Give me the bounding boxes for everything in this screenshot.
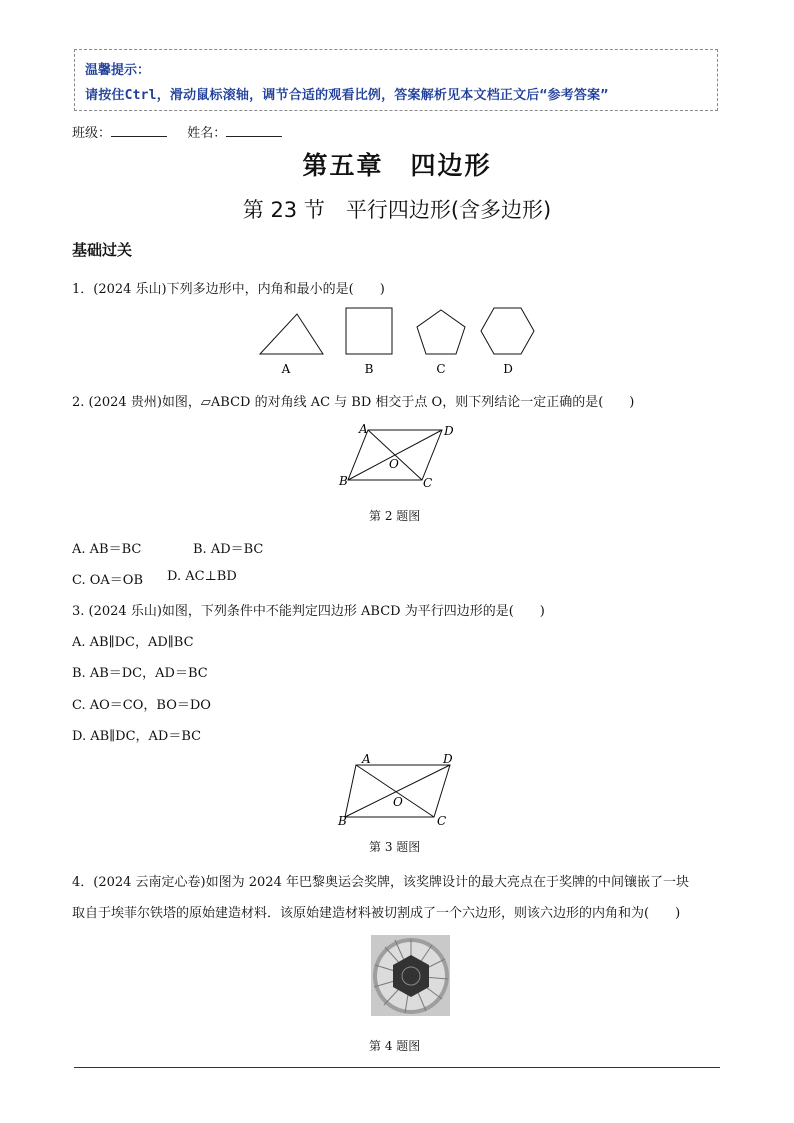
label-c: C xyxy=(423,476,433,490)
label-a: A xyxy=(359,422,368,436)
tip-box xyxy=(74,49,718,111)
student-info xyxy=(72,122,282,141)
q2-option-c: C. OA＝OB xyxy=(72,573,144,588)
q4-text-line1: 4．(2024 云南定心卷)如图为 2024 年巴黎奥运会奖牌，该奖牌设计的最大亮点在于奖牌的中间镶嵌了一块 xyxy=(72,875,689,890)
label-d: D xyxy=(444,424,454,438)
q2-option-d: D. AC⊥BD xyxy=(167,569,237,584)
label-c: C xyxy=(437,814,447,828)
q3-figure xyxy=(330,748,470,830)
q2-caption: 第 2 题图 xyxy=(369,509,421,523)
q3-text: 3. (2024 乐山)如图，下列条件中不能判定四边形 ABCD 为平行四边形的是( ) xyxy=(72,604,545,619)
q3-option-d: D. AB∥DC，AD＝BC xyxy=(72,729,202,744)
medal-drawing xyxy=(371,935,450,1016)
label-o: O xyxy=(393,795,403,809)
q2-option-a: A. AB＝BC xyxy=(72,542,142,557)
label-a: A xyxy=(362,752,371,766)
triangle-shape xyxy=(260,314,323,354)
q2-text: 2. (2024 贵州)如图，▱ABCD 的对角线 AC 与 BD 相交于点 O，则下列结论一定正确的是( ) xyxy=(72,395,635,410)
name-label: 姓名： xyxy=(187,126,227,141)
label-d: D xyxy=(443,752,453,766)
class-blank xyxy=(111,124,167,137)
q1-option-b: B xyxy=(364,362,374,376)
chapter-title: 第五章 四边形 xyxy=(302,151,492,180)
tip-text: 请按住Ctrl，滑动鼠标滚轴，调节合适的观看比例，答案解析见本文档正文后“参考答案” xyxy=(85,88,609,103)
q1-option-d: D xyxy=(503,362,513,376)
section-heading: 基础过关 xyxy=(72,241,133,259)
q1-option-a: A xyxy=(281,362,291,376)
square-shape xyxy=(346,308,392,354)
olympic-medal-photo xyxy=(371,935,450,1016)
q4-text-line2: 取自于埃菲尔铁塔的原始建造材料．该原始建造材料被切割成了一个六边形，则该六边形的内角和为( ) xyxy=(72,906,681,921)
diagonal-ac xyxy=(356,765,434,817)
footer-divider xyxy=(74,1067,720,1068)
q1-option-c: C xyxy=(436,362,446,376)
q1-figure xyxy=(250,300,550,380)
diagonal-bd xyxy=(348,430,442,480)
q2-figure xyxy=(330,418,470,498)
q2-option-b: B. AD＝BC xyxy=(193,542,264,557)
tip-title: 温馨提示： xyxy=(85,63,151,78)
label-b: B xyxy=(339,474,348,488)
q3-caption: 第 3 题图 xyxy=(369,840,421,854)
q3-option-a: A. AB∥DC，AD∥BC xyxy=(72,635,194,650)
name-blank xyxy=(226,124,282,137)
class-label: 班级： xyxy=(72,126,112,141)
section-title: 第 23 节 平行四边形(含多边形) xyxy=(242,198,552,222)
q1-text: 1．(2024 乐山)下列多边形中，内角和最小的是( ) xyxy=(72,282,385,297)
pentagon-shape xyxy=(417,310,465,354)
hexagon-shape xyxy=(481,308,534,354)
q3-option-c: C. AO＝CO，BO＝DO xyxy=(72,698,211,713)
diagonal-bd xyxy=(345,765,450,817)
label-b: B xyxy=(338,814,347,828)
q3-option-b: B. AB＝DC，AD＝BC xyxy=(72,666,208,681)
q4-caption: 第 4 题图 xyxy=(369,1039,421,1053)
label-o: O xyxy=(389,457,399,471)
